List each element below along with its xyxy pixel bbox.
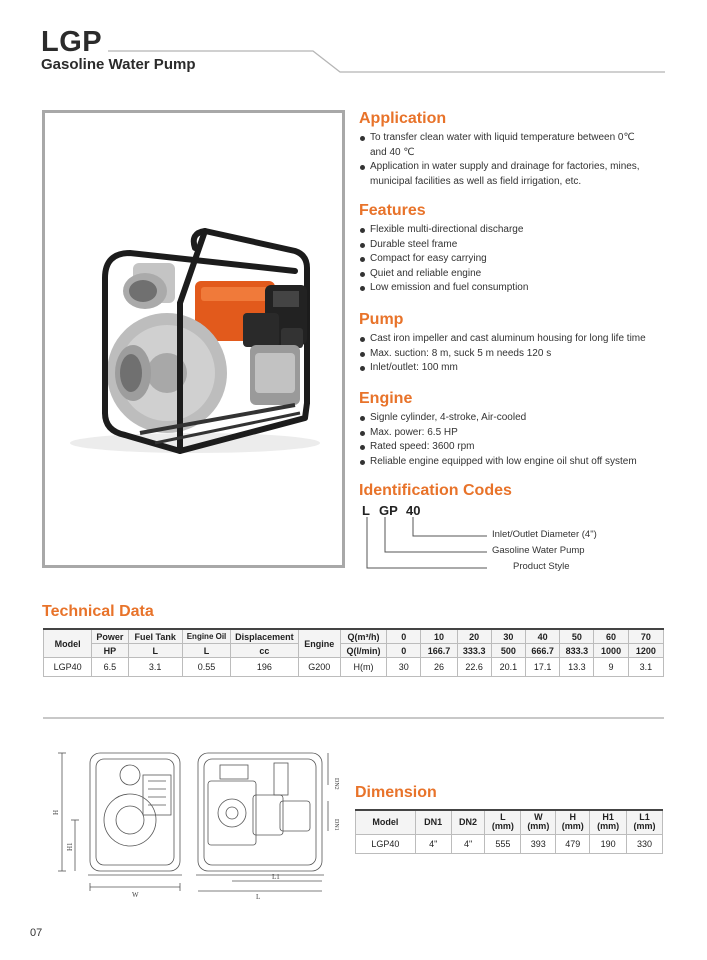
dimension-drawing — [48, 745, 338, 900]
page-title: LGP — [41, 26, 103, 58]
head-value: 22.6 — [457, 658, 491, 677]
head-value: 20.1 — [491, 658, 525, 677]
head-value: 26 — [421, 658, 457, 677]
head-value: 3.1 — [628, 658, 663, 677]
list-item: Application in water supply and drainage for factories, mines, — [359, 160, 679, 175]
flow-value: 50 — [560, 629, 594, 644]
header-model: Model — [356, 810, 416, 834]
code-meaning-diameter: Inlet/Outlet Diameter (4") — [492, 529, 597, 540]
list-item: Reliable engine equipped with low engine oil shut off system — [359, 455, 689, 470]
section-divider — [43, 717, 664, 719]
drawing-label-h1: H1 — [66, 842, 74, 851]
header-fuel-tank: Fuel Tank — [128, 629, 182, 644]
cell-l: 555 — [485, 834, 521, 853]
header-l1 — [627, 810, 663, 834]
list-item-continuation: municipal facilities as well as field irrigation, etc. — [370, 175, 582, 187]
flow-lmin-value: 666.7 — [526, 644, 560, 658]
list-item: Compact for easy carrying — [359, 252, 679, 267]
page-subtitle: Gasoline Water Pump — [41, 56, 196, 73]
head-value: 30 — [387, 658, 421, 677]
cell-h: 479 — [556, 834, 590, 853]
application-heading: Application — [359, 110, 447, 127]
table-header-row — [44, 629, 664, 644]
drawing-label-h: H — [52, 809, 60, 815]
cell-h1: 190 — [590, 834, 627, 853]
cell-head-label: H(m) — [340, 658, 386, 677]
drawing-label-l: L — [256, 893, 261, 901]
flow-lmin-value: 333.3 — [457, 644, 491, 658]
code-meaning-style: Product Style — [513, 561, 570, 572]
header-w — [521, 810, 556, 834]
code-letter-l: L — [362, 503, 370, 518]
pump-heading: Pump — [359, 311, 404, 328]
pump-list — [359, 332, 689, 376]
cell-displacement: 196 — [231, 658, 298, 677]
cell-l1: 330 — [627, 834, 663, 853]
drawing-label-dn1: DN1 — [333, 819, 339, 831]
list-item: Durable steel frame — [359, 238, 679, 253]
list-item: Flexible multi-directional discharge — [359, 223, 679, 238]
list-item: Max. suction: 8 m, suck 5 m needs 120 s — [359, 347, 689, 362]
header-h-unit: (mm) — [561, 821, 584, 832]
engine-heading: Engine — [359, 390, 413, 407]
header-dn2: DN2 — [451, 810, 485, 834]
product-photo-frame — [42, 110, 345, 568]
head-value: 17.1 — [526, 658, 560, 677]
header-model: Model — [44, 629, 92, 658]
cell-fuel: 3.1 — [128, 658, 182, 677]
pump-illustration — [45, 113, 342, 565]
header-engine: Engine — [298, 629, 340, 658]
header-flow-m3h: Q(m³/h) — [340, 629, 386, 644]
flow-value: 30 — [491, 629, 525, 644]
header-displacement: Displacement — [231, 629, 298, 644]
code-letters-gp: GP — [379, 503, 398, 518]
engine-list — [359, 411, 689, 469]
header-l-unit: (mm) — [491, 821, 514, 832]
identification-heading: Identification Codes — [359, 482, 512, 499]
flow-lmin-value: 1200 — [628, 644, 663, 658]
header-l1-label: L1 — [639, 812, 650, 823]
dimension-heading: Dimension — [355, 784, 437, 801]
cell-dn2: 4" — [451, 834, 485, 853]
flow-lmin-value: 0 — [387, 644, 421, 658]
header-h1-unit: (mm) — [597, 821, 620, 832]
table-row — [44, 658, 664, 677]
page-number: 07 — [30, 927, 43, 939]
flow-value: 60 — [594, 629, 628, 644]
list-item: Cast iron impeller and cast aluminum housing for long life time — [359, 332, 689, 347]
header-power: Power — [92, 629, 128, 644]
code-meaning-pump: Gasoline Water Pump — [492, 545, 585, 556]
header-h1-label: H1 — [602, 812, 614, 823]
cell-power: 6.5 — [92, 658, 128, 677]
header-h1 — [590, 810, 627, 834]
list-item: To transfer clean water with liquid temperature between 0℃ — [359, 131, 679, 146]
flow-lmin-value: 833.3 — [560, 644, 594, 658]
header-dn1: DN1 — [415, 810, 451, 834]
dimension-table — [355, 809, 663, 854]
code-digits-40: 40 — [406, 503, 421, 518]
unit-displacement: cc — [231, 644, 298, 658]
list-item: Rated speed: 3600 rpm — [359, 440, 689, 455]
unit-power: HP — [92, 644, 128, 658]
header-h-label: H — [569, 812, 576, 823]
drawing-label-w: W — [132, 891, 139, 899]
head-value: 9 — [594, 658, 628, 677]
flow-lmin-value: 166.7 — [421, 644, 457, 658]
cell-model: LGP40 — [44, 658, 92, 677]
table-unit-row — [44, 644, 664, 658]
list-item: Max. power: 6.5 HP — [359, 426, 689, 441]
flow-value: 70 — [628, 629, 663, 644]
flow-lmin-value: 1000 — [594, 644, 628, 658]
list-item: Inlet/outlet: 100 mm — [359, 361, 689, 376]
table-header-row — [356, 810, 663, 834]
header-engine-oil: Engine Oil — [182, 629, 230, 644]
header-rule — [0, 40, 707, 80]
unit-fuel: L — [128, 644, 182, 658]
list-item: Low emission and fuel consumption — [359, 281, 679, 296]
cell-dn1: 4" — [415, 834, 451, 853]
cell-w: 393 — [521, 834, 556, 853]
flow-value: 40 — [526, 629, 560, 644]
unit-oil: L — [182, 644, 230, 658]
drawing-label-dn2: DN2 — [333, 778, 339, 790]
features-heading: Features — [359, 202, 426, 219]
header-w-label: W — [534, 812, 543, 823]
header-l-label: L — [500, 812, 506, 823]
application-list — [359, 131, 679, 189]
cell-oil: 0.55 — [182, 658, 230, 677]
technical-data-table — [43, 628, 664, 677]
header-h — [556, 810, 590, 834]
header-w-unit: (mm) — [527, 821, 550, 832]
list-item: Quiet and reliable engine — [359, 267, 679, 282]
code-connector-lines — [355, 515, 495, 573]
flow-value: 20 — [457, 629, 491, 644]
technical-heading: Technical Data — [42, 603, 154, 620]
table-row — [356, 834, 663, 853]
list-item-continuation: and 40 ℃ — [370, 146, 415, 158]
cell-model: LGP40 — [356, 834, 416, 853]
header-flow-lmin: Q(l/min) — [340, 644, 386, 658]
header-l1-unit: (mm) — [633, 821, 656, 832]
list-item: Signle cylinder, 4-stroke, Air-cooled — [359, 411, 689, 426]
drawing-label-l1: L1 — [272, 873, 280, 881]
flow-value: 10 — [421, 629, 457, 644]
header-l — [485, 810, 521, 834]
flow-value: 0 — [387, 629, 421, 644]
features-list — [359, 223, 679, 296]
flow-lmin-value: 500 — [491, 644, 525, 658]
head-value: 13.3 — [560, 658, 594, 677]
cell-engine: G200 — [298, 658, 340, 677]
